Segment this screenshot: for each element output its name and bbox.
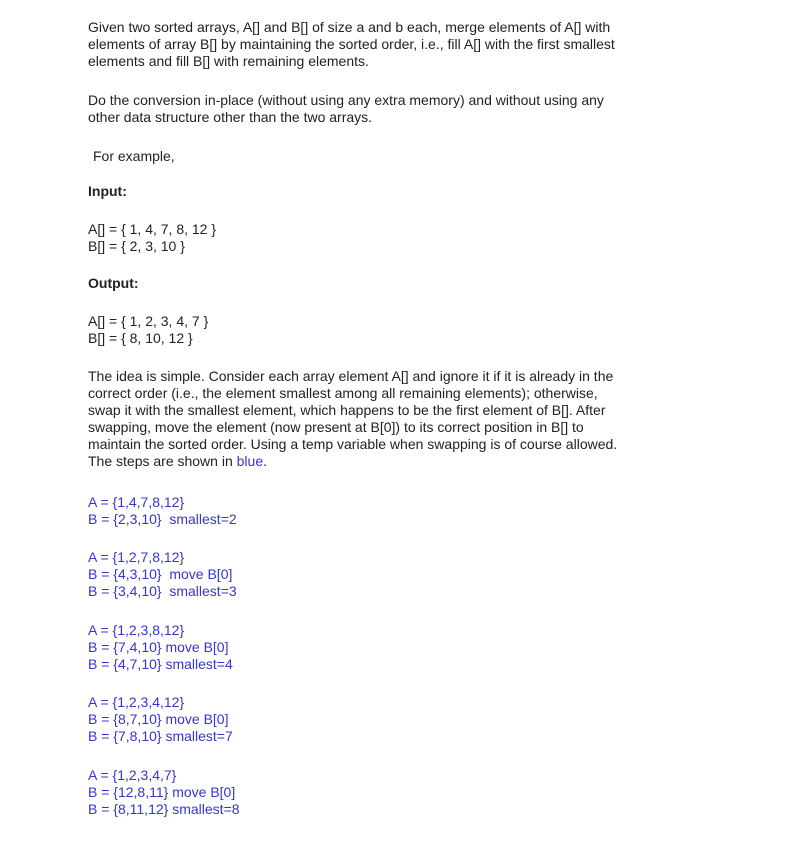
input-array-a: A[] = { 1, 4, 7, 8, 12 } [88, 221, 217, 237]
explanation-line: swap it with the smallest element, which happens to be the first element of B[]. After [88, 402, 606, 418]
step-line: A = {1,2,7,8,12} [88, 549, 185, 565]
intro-line: elements of array B[] by maintaining the sorted order, i.e., fill A[] with the first smallest [88, 36, 615, 52]
step-line: B = {4,7,10} smallest=4 [88, 656, 233, 672]
step-line: B = {7,8,10} smallest=7 [88, 728, 233, 744]
explanation-line [88, 453, 267, 469]
step-line: A = {1,2,3,4,7} [88, 767, 177, 783]
input-array-b: B[] = { 2, 3, 10 } [88, 238, 185, 254]
input-heading: Input: [88, 183, 127, 199]
step-line: B = {8,7,10} move B[0] [88, 711, 229, 727]
explanation-text: The steps are shown in [88, 453, 237, 469]
explanation-line: swapping, move the element (now present at B[0]) to its correct position in B[] to [88, 419, 584, 435]
step-line: A = {1,2,3,4,12} [88, 694, 185, 710]
explanation-line: The idea is simple. Consider each array element A[] and ignore it if it is already in the [88, 368, 614, 384]
step-line: B = {7,4,10} move B[0] [88, 639, 229, 655]
intro-line: Given two sorted arrays, A[] and B[] of size a and b each, merge elements of A[] with [88, 19, 611, 35]
output-array-a: A[] = { 1, 2, 3, 4, 7 } [88, 313, 209, 329]
blue-word: blue [236, 453, 264, 469]
explanation-line: correct order (i.e., the element smallest among all remaining elements); otherwise, [88, 385, 598, 401]
for-example-text: For example, [93, 148, 175, 164]
output-heading: Output: [88, 275, 139, 291]
step-line: B = {4,3,10} move B[0] [88, 566, 233, 582]
step-line: A = {1,2,3,8,12} [88, 622, 185, 638]
constraint-line: Do the conversion in-place (without using any extra memory) and without using any [88, 92, 604, 108]
intro-line: elements and fill B[] with remaining elements. [88, 53, 369, 69]
step-line: B = {8,11,12} smallest=8 [88, 801, 240, 817]
step-line: B = {3,4,10} smallest=3 [88, 583, 237, 599]
constraint-line: other data structure other than the two arrays. [88, 109, 373, 125]
explanation-period: . [263, 453, 267, 469]
explanation-line: maintain the sorted order. Using a temp variable when swapping is of course allowed. [88, 436, 618, 452]
output-array-b: B[] = { 8, 10, 12 } [88, 330, 193, 346]
step-line: B = {12,8,11} move B[0] [88, 784, 236, 800]
step-line: A = {1,4,7,8,12} [88, 494, 185, 510]
step-line: B = {2,3,10} smallest=2 [88, 511, 237, 527]
